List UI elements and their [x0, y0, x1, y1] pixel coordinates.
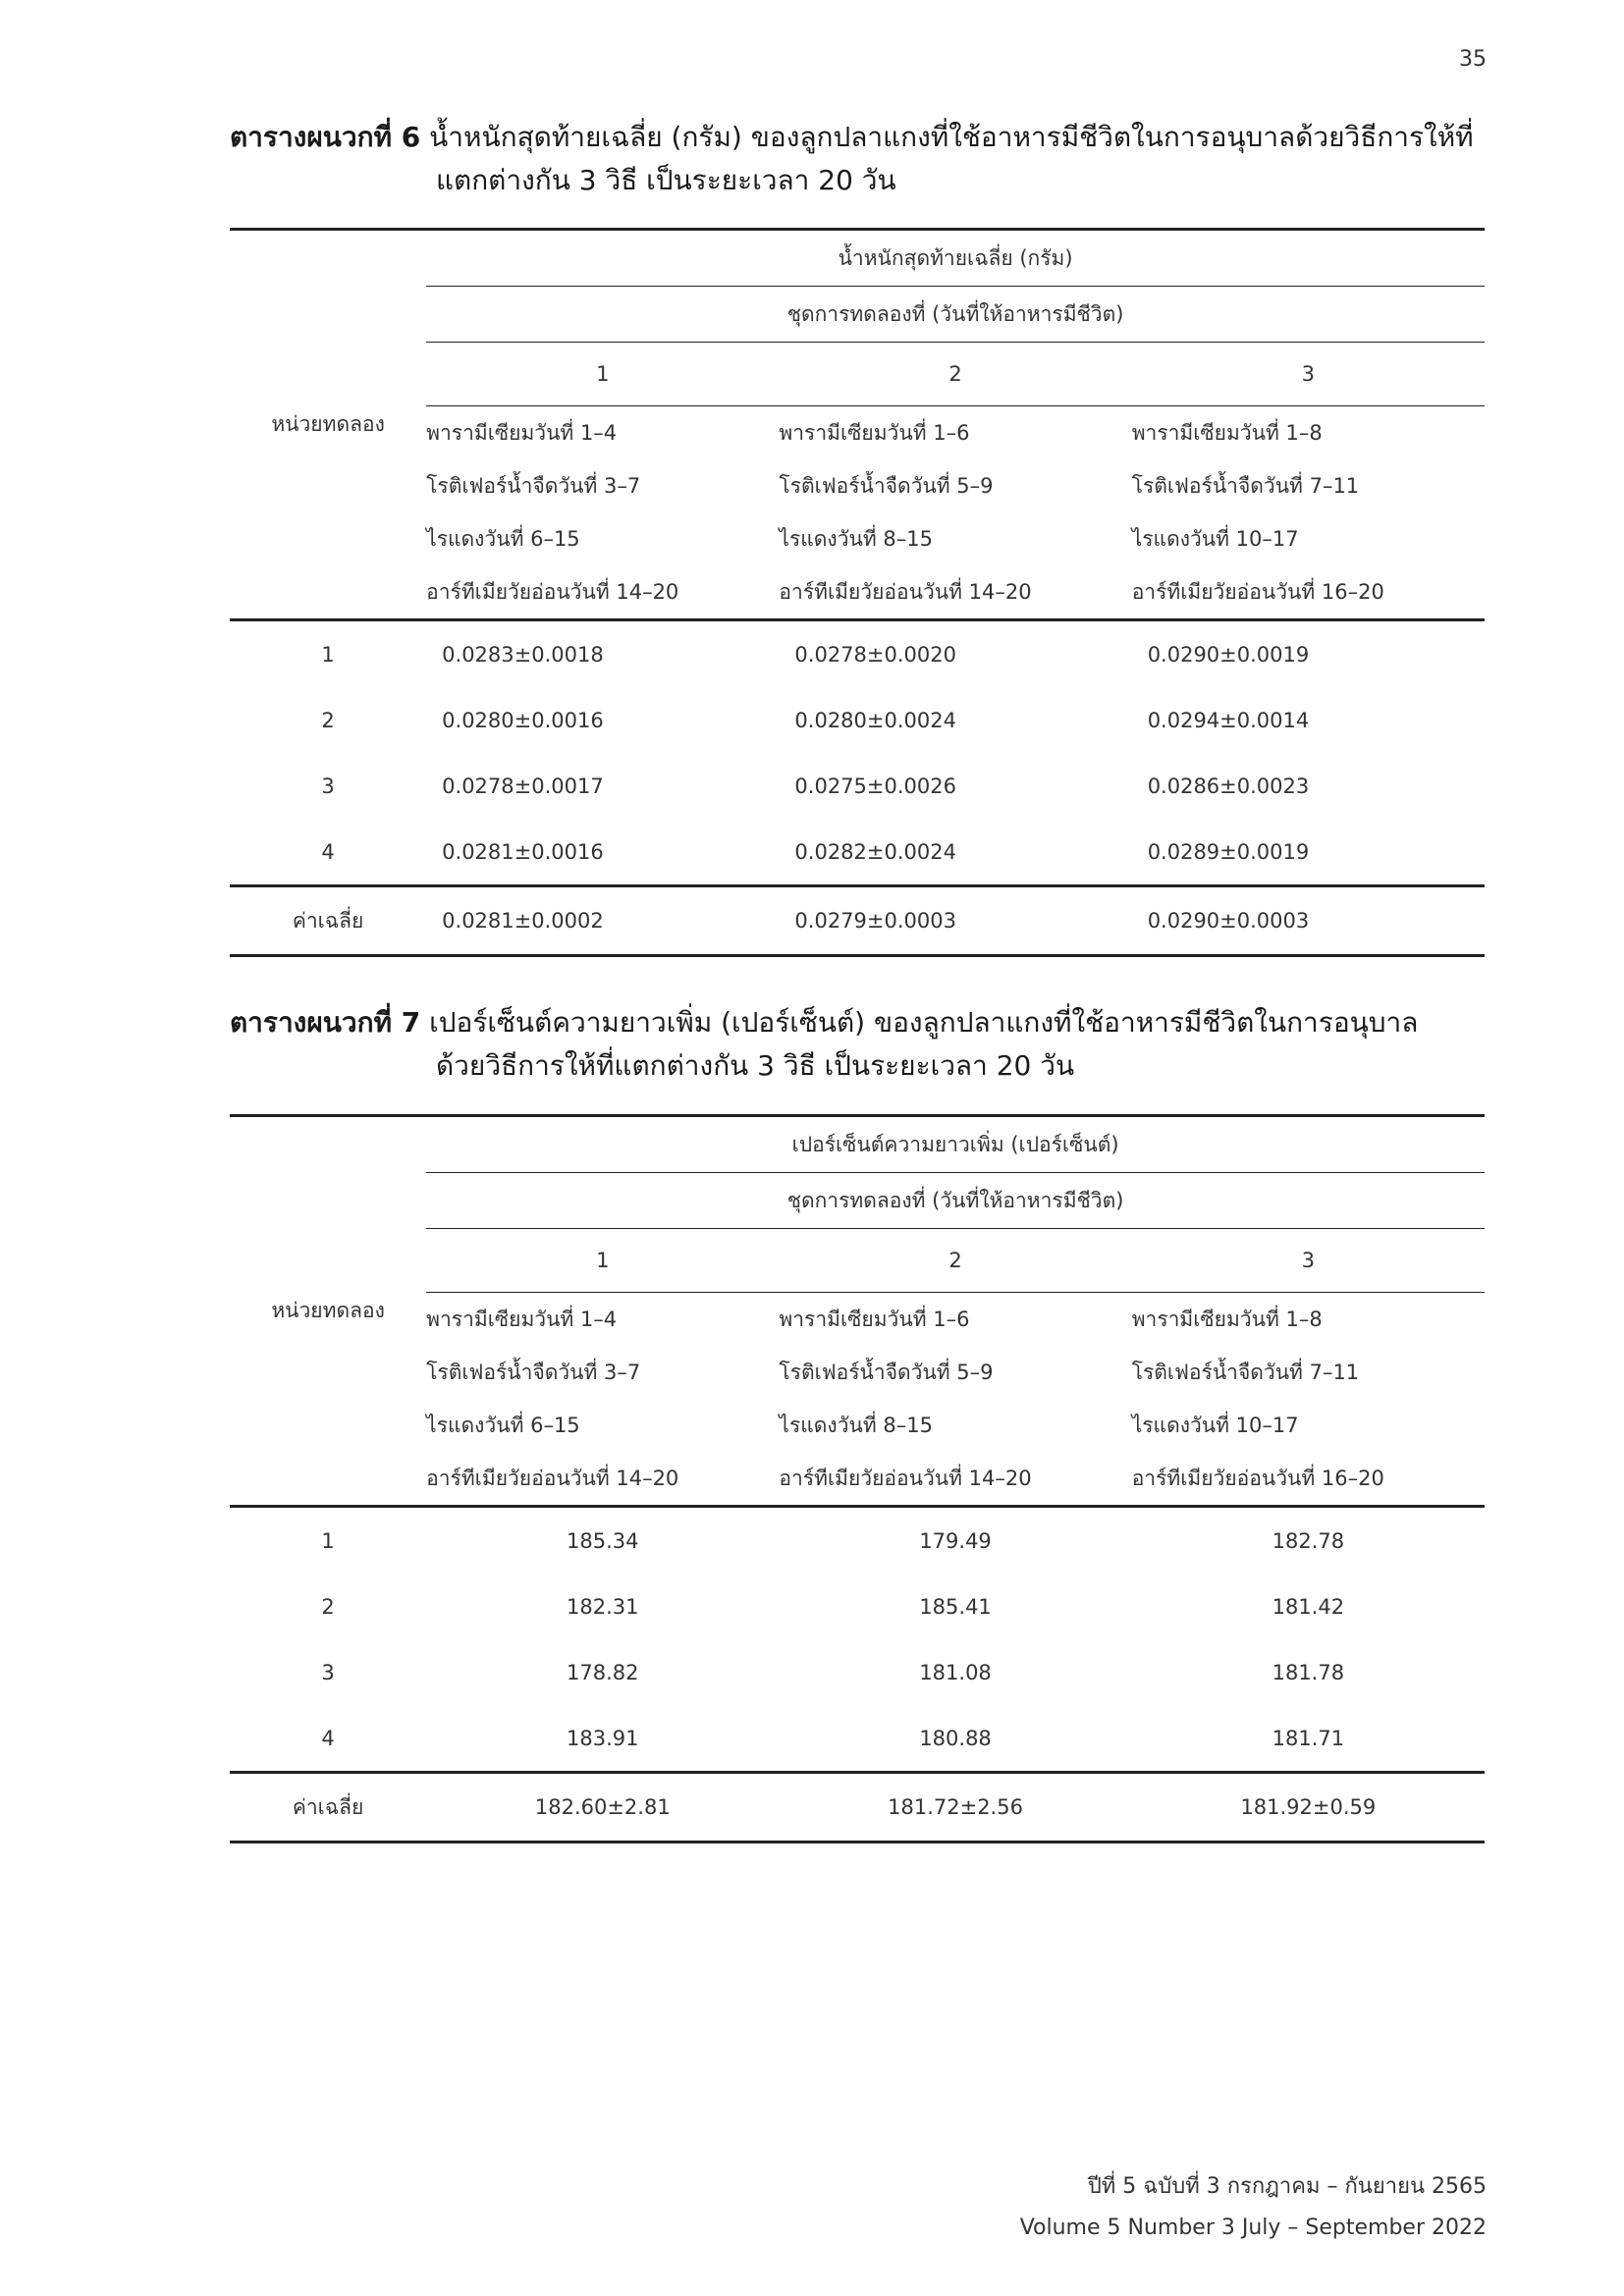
value-cell: 181.78 [1272, 1660, 1345, 1684]
unit-cell: 4 [321, 839, 335, 864]
table-row [230, 1574, 1485, 1639]
treatment-header: 2 [779, 1229, 1131, 1293]
table-row [230, 620, 1485, 688]
unit-header: หน่วยทดลอง [230, 1116, 426, 1507]
schedule-cell: พารามีเซียมวันที่ 1–8 [1132, 1293, 1485, 1347]
value-cell: 181.71 [1272, 1726, 1345, 1750]
value-cell: 0.0278±0.0020 [779, 620, 1131, 688]
value-cell: 181.42 [1272, 1594, 1345, 1619]
unit-cell: 1 [230, 620, 426, 688]
value-cell: 185.41 [919, 1594, 992, 1619]
schedule-cell: โรติเฟอร์น้ำจืดวันที่ 5–9 [779, 473, 994, 498]
value-cell: 0.0286±0.0023 [1147, 774, 1310, 798]
value-cell: 0.0282±0.0024 [794, 839, 956, 864]
unit-cell: 3 [321, 774, 335, 798]
schedule-cell: อาร์ทีเมียวัยอ่อนวันที่ 14–20 [779, 579, 1032, 604]
mean-row [230, 886, 1485, 956]
table-row [230, 819, 1485, 886]
table-7-caption [230, 1001, 1487, 1088]
schedule-cell: ไรแดงวันที่ 10–17 [1131, 526, 1299, 551]
schedule-cell: ไรแดงวันที่ 6–15 [426, 1413, 580, 1437]
schedule-cell: โรติเฟอร์น้ำจืดวันที่ 3–7 [426, 1360, 641, 1384]
schedule-cell: พารามีเซียมวันที่ 1–6 [779, 1293, 1131, 1347]
treatment-header: 1 [426, 1229, 779, 1293]
value-cell: 185.34 [426, 1507, 779, 1575]
mean-label: ค่าเฉลี่ย [230, 886, 426, 956]
table-row [230, 1639, 1485, 1705]
schedule-cell: พารามีเซียมวันที่ 1–4 [426, 406, 779, 460]
value-cell: 178.82 [567, 1660, 639, 1684]
value-cell: 179.49 [779, 1507, 1131, 1575]
mean-row [230, 1773, 1485, 1842]
group-header: เปอร์เซ็นต์ความยาวเพิ่ม (เปอร์เซ็นต์) [426, 1116, 1485, 1173]
footer-english: Volume 5 Number 3 July – September 2022 [1019, 2216, 1487, 2240]
value-cell: 182.78 [1132, 1507, 1485, 1575]
page-number: 35 [1459, 47, 1487, 72]
unit-cell: 1 [230, 1507, 426, 1575]
table-7 [230, 1114, 1485, 1843]
value-cell: 0.0283±0.0018 [426, 620, 779, 688]
value-cell: 0.0280±0.0024 [794, 708, 956, 732]
sub-header: ชุดการทดลองที่ (วันที่ให้อาหารมีชีวิต) [426, 1173, 1485, 1229]
table-6-caption-lead: ตารางผนวกที่ 6 [230, 121, 421, 153]
mean-value: 182.60±2.81 [426, 1773, 779, 1842]
schedule-cell: ไรแดงวันที่ 8–15 [779, 526, 933, 551]
schedule-cell: ไรแดงวันที่ 6–15 [426, 526, 580, 551]
schedule-cell: ไรแดงวันที่ 8–15 [779, 1413, 933, 1437]
unit-cell: 2 [321, 708, 335, 732]
table-6-caption-line2: แตกต่างกัน 3 วิธี เป็นระยะเวลา 20 วัน [436, 164, 896, 196]
schedule-cell: โรติเฟอร์น้ำจืดวันที่ 5–9 [779, 1360, 994, 1384]
value-cell: 0.0289±0.0019 [1147, 839, 1310, 864]
mean-value: 181.72±2.56 [779, 1773, 1131, 1842]
unit-header: หน่วยทดลอง [230, 230, 426, 620]
value-cell: 0.0281±0.0016 [442, 839, 604, 864]
treatment-header: 3 [1132, 343, 1485, 406]
table-row [230, 687, 1485, 753]
unit-cell: 2 [321, 1594, 335, 1619]
mean-value: 0.0281±0.0002 [426, 886, 779, 956]
mean-value: 0.0279±0.0003 [779, 886, 1131, 956]
treatment-header: 2 [779, 343, 1131, 406]
schedule-cell: พารามีเซียมวันที่ 1–4 [426, 1293, 779, 1347]
value-cell: 182.31 [567, 1594, 639, 1619]
schedule-cell: ไรแดงวันที่ 10–17 [1131, 1413, 1299, 1437]
unit-cell: 4 [321, 1726, 335, 1750]
value-cell: 0.0290±0.0019 [1132, 620, 1485, 688]
mean-value: 0.0290±0.0003 [1132, 886, 1485, 956]
mean-label: ค่าเฉลี่ย [230, 1773, 426, 1842]
sub-header: ชุดการทดลองที่ (วันที่ให้อาหารมีชีวิต) [426, 287, 1485, 343]
journal-footer [1020, 2166, 1487, 2249]
schedule-cell: อาร์ทีเมียวัยอ่อนวันที่ 16–20 [1131, 1466, 1384, 1490]
table-7-caption-lead: ตารางผนวกที่ 7 [230, 1006, 421, 1039]
table-6-caption-line1: น้ำหนักสุดท้ายเฉลี่ย (กรัม) ของลูกปลาแกงที่ใช้อาหารมีชีวิตในการอนุบาลด้วยวิธีการให้ที่ [429, 121, 1474, 153]
mean-value: 181.92±0.59 [1132, 1773, 1485, 1842]
schedule-cell: พารามีเซียมวันที่ 1–8 [1132, 406, 1485, 460]
value-cell: 0.0278±0.0017 [442, 774, 604, 798]
value-cell: 183.91 [567, 1726, 639, 1750]
value-cell: 0.0294±0.0014 [1147, 708, 1310, 732]
value-cell: 181.08 [919, 1660, 992, 1684]
value-cell: 180.88 [919, 1726, 992, 1750]
value-cell: 0.0280±0.0016 [442, 708, 604, 732]
schedule-cell: โรติเฟอร์น้ำจืดวันที่ 3–7 [426, 473, 641, 498]
table-7-caption-line2: ด้วยวิธีการให้ที่แตกต่างกัน 3 วิธี เป็นระยะเวลา 20 วัน [436, 1049, 1075, 1082]
table-row [230, 1507, 1485, 1575]
schedule-cell: อาร์ทีเมียวัยอ่อนวันที่ 14–20 [779, 1466, 1032, 1490]
schedule-cell: อาร์ทีเมียวัยอ่อนวันที่ 14–20 [426, 579, 679, 604]
schedule-cell: พารามีเซียมวันที่ 1–6 [779, 406, 1131, 460]
schedule-cell: โรติเฟอร์น้ำจืดวันที่ 7–11 [1131, 473, 1360, 498]
schedule-cell: โรติเฟอร์น้ำจืดวันที่ 7–11 [1131, 1360, 1360, 1384]
group-header: น้ำหนักสุดท้ายเฉลี่ย (กรัม) [426, 230, 1485, 287]
unit-cell: 3 [321, 1660, 335, 1684]
footer-thai: ปีที่ 5 ฉบับที่ 3 กรกฎาคม – กันยายน 2565 [1087, 2174, 1487, 2199]
table-7-caption-line1: เปอร์เซ็นต์ความยาวเพิ่ม (เปอร์เซ็นต์) ของลูกปลาแกงที่ใช้อาหารมีชีวิตในการอนุบาล [429, 1006, 1419, 1039]
value-cell: 0.0275±0.0026 [794, 774, 956, 798]
table-6 [230, 228, 1485, 957]
schedule-cell: อาร์ทีเมียวัยอ่อนวันที่ 16–20 [1131, 579, 1384, 604]
treatment-header: 3 [1132, 1229, 1485, 1293]
table-row [230, 1705, 1485, 1773]
schedule-cell: อาร์ทีเมียวัยอ่อนวันที่ 14–20 [426, 1466, 679, 1490]
treatment-header: 1 [426, 343, 779, 406]
table-row [230, 753, 1485, 819]
table-6-caption [230, 116, 1487, 202]
